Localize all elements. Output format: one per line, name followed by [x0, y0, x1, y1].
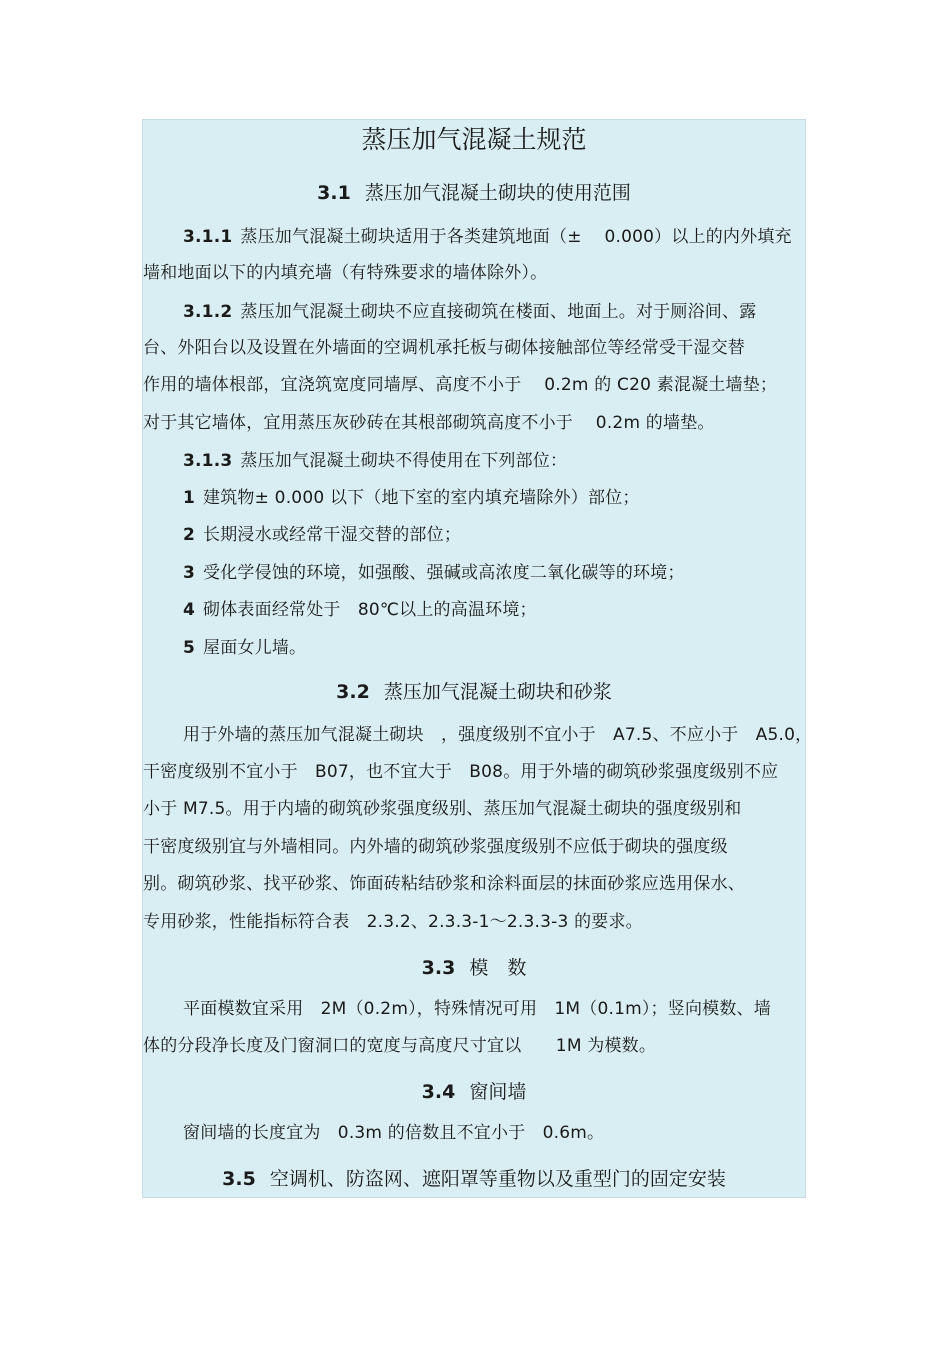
paragraph-3-1-1-line [183, 226, 792, 248]
list-item [183, 487, 640, 509]
section-title: 蒸压加气混凝土砌块的使用范围 [364, 182, 631, 204]
document-title: 蒸压加气混凝土规范 [361, 125, 587, 154]
section-number: 3.2 [336, 681, 370, 703]
list-item [183, 637, 306, 659]
paragraph-line: 用于外墙的蒸压加气混凝土砌块 ，强度级别不宜小于 A7.5、不应小于 A5.0， [183, 725, 813, 745]
clause-number: 3.1.1 [183, 227, 233, 247]
list-item-number: 2 [183, 525, 196, 545]
list-item-number: 4 [183, 600, 196, 620]
section-3-2-heading [143, 680, 805, 704]
paragraph-line: 干密度级别不宜小于 B07，也不宜大于 B08。用于外墙的砌筑砂浆强度级别不应 [143, 762, 779, 782]
section-number: 3.3 [421, 957, 456, 979]
list-item [183, 599, 537, 621]
section-3-1-heading [143, 181, 805, 205]
clause-number: 3.1.3 [183, 451, 233, 471]
section-3-4-heading [143, 1080, 805, 1104]
paragraph-line: 对于其它墙体，宜用蒸压灰砂砖在其根部砌筑高度不小于 0.2m 的墙垫。 [143, 413, 715, 433]
clause-text: 蒸压加气混凝土砌块不应直接砌筑在楼面、地面上。对于厕浴间、露 [240, 302, 757, 322]
list-item-number: 5 [183, 638, 196, 658]
paragraph-line: 别。砌筑砂浆、找平砂浆、饰面砖粘结砂浆和涂料面层的抹面砂浆应选用保水、 [143, 874, 745, 894]
paragraph-line: 干密度级别宜与外墙相同。内外墙的砌筑砂浆强度级别不应低于砌块的强度级 [143, 837, 728, 857]
clause-text: 蒸压加气混凝土砌块适用于各类建筑地面（± 0.000）以上的内外填充 [240, 227, 792, 247]
section-title: 模 数 [469, 957, 527, 979]
section-number: 3.5 [222, 1168, 256, 1190]
paragraph-3-1-3-line [183, 450, 567, 472]
clause-text: 蒸压加气混凝土砌块不得使用在下列部位： [240, 451, 568, 471]
list-item-text: 长期浸水或经常干湿交替的部位； [203, 525, 462, 545]
paragraph-3-1-2-line [183, 301, 756, 323]
paragraph-line: 小于 M7.5。用于内墙的砌筑砂浆强度级别、蒸压加气混凝土砌块的强度级别和 [143, 799, 742, 819]
paragraph-line: 墙和地面以下的内填充墙（有特殊要求的墙体除外）。 [143, 263, 548, 283]
section-title: 窗间墙 [469, 1081, 527, 1103]
list-item [183, 562, 685, 584]
document-panel [142, 119, 813, 1198]
paragraph-line: 体的分段净长度及门窗洞口的宽度与高度尺寸宜以 1M 为模数。 [143, 1036, 657, 1056]
section-number: 3.4 [421, 1081, 456, 1103]
section-title: 空调机、防盗网、遮阳罩等重物以及重型门的固定安装 [269, 1168, 726, 1190]
list-item-number: 1 [183, 488, 196, 508]
clause-number: 3.1.2 [183, 302, 233, 322]
section-3-5-heading [143, 1167, 805, 1191]
paragraph-line: 平面模数宜采用 2M（0.2m），特殊情况可用 1M（0.1m）；竖向模数、墙 [183, 999, 771, 1019]
list-item-text: 砌体表面经常处于 80℃以上的高温环境； [203, 600, 537, 620]
section-title: 蒸压加气混凝土砌块和砂浆 [383, 681, 612, 703]
list-item-text: 受化学侵蚀的环境，如强酸、强碱或高浓度二氧化碳等的环境； [203, 563, 685, 583]
paragraph-line: 专用砂浆，性能指标符合表 2.3.2、2.3.3-1～2.3.3-3 的要求。 [143, 912, 643, 932]
paragraph-line: 窗间墙的长度宜为 0.3m 的倍数且不宜小于 0.6m。 [183, 1123, 605, 1143]
list-item-number: 3 [183, 563, 196, 583]
paragraph-line: 台、外阳台以及设置在外墙面的空调机承托板与砌体接触部位等经常受干湿交替 [143, 338, 745, 358]
list-item-text: 建筑物± 0.000 以下（地下室的室内填充墙除外）部位； [203, 488, 640, 508]
list-item-text: 屋面女儿墙。 [203, 638, 307, 658]
paragraph-line: 作用的墙体根部，宜浇筑宽度同墙厚、高度不小于 0.2m 的 C20 素混凝土墙垫； [143, 375, 778, 395]
section-number: 3.1 [317, 182, 351, 204]
list-item [183, 524, 461, 546]
section-3-3-heading [143, 956, 805, 980]
